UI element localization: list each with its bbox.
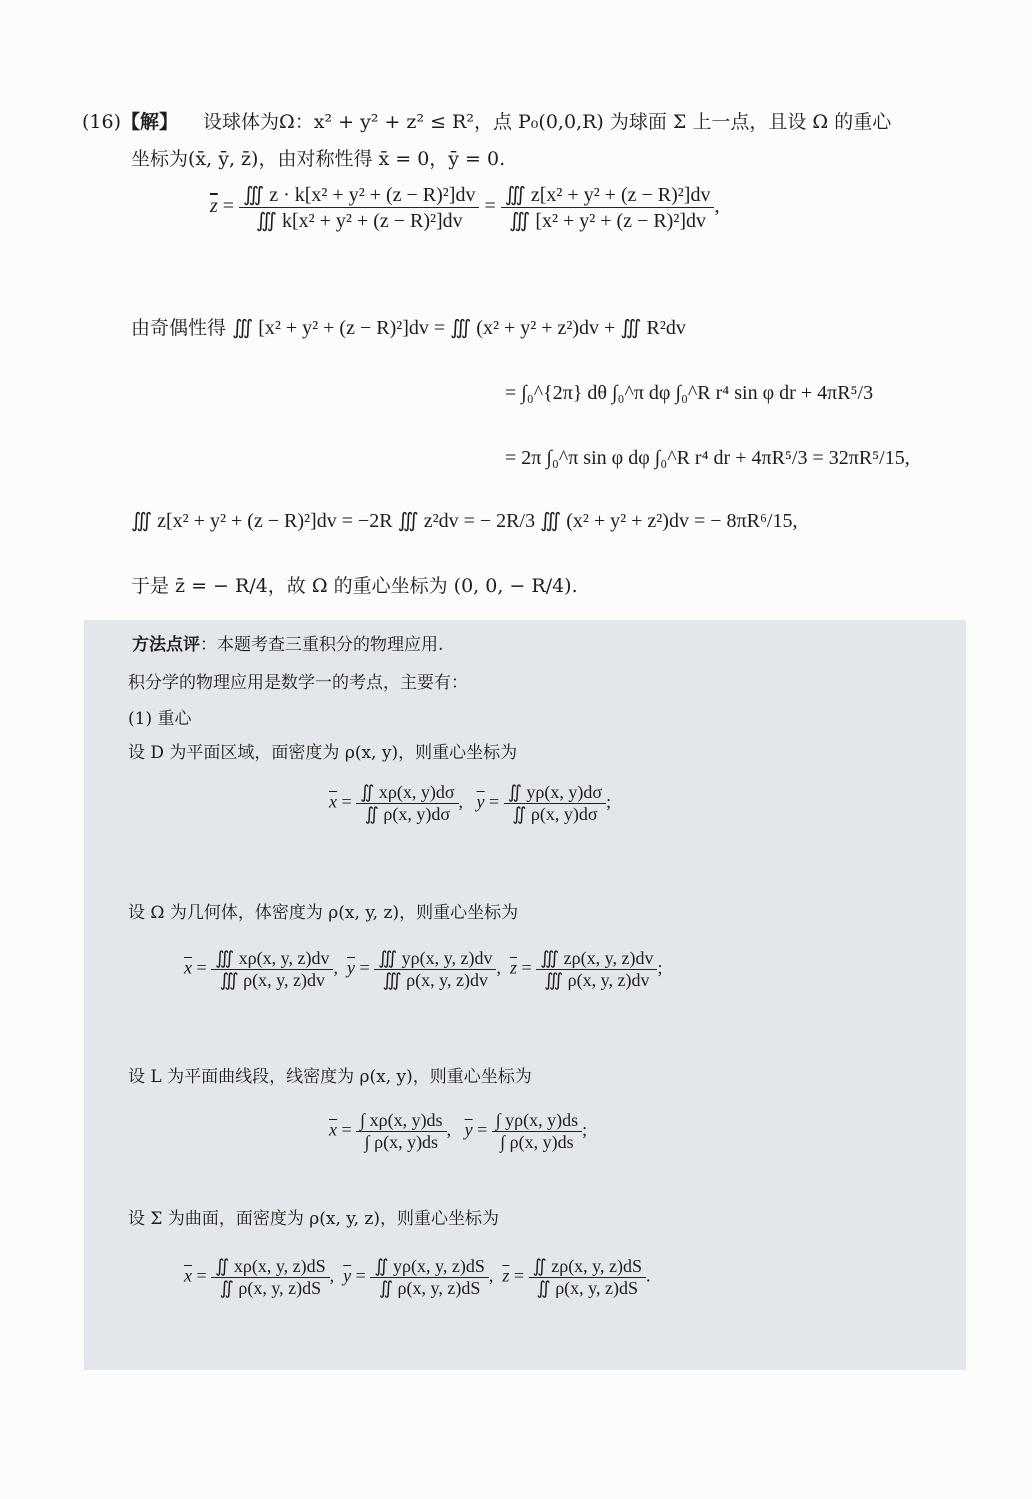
surface-y-denominator: ∬ ρ(x, y, z)dS bbox=[370, 1277, 489, 1299]
zbar-denominator-2: ∭ [x² + y² + (z − R)²]dv bbox=[501, 207, 715, 233]
review-item-1: (1) 重心 bbox=[128, 709, 192, 729]
surface-z-fraction bbox=[529, 1256, 647, 1299]
review-heading bbox=[132, 634, 443, 656]
curve-y-denominator: ∫ ρ(x, y)ds bbox=[492, 1131, 582, 1153]
numerator-equation: ∭ z[x² + y² + (z − R)²]dv = −2R ∭ z²dv = − 2R/3 ∭ (x² + y² + z²)dv = − 8πR⁶/15, bbox=[131, 510, 798, 532]
plane-region-text: 设 D 为平面区域，面密度为 ρ(x, y)，则重心坐标为 bbox=[128, 743, 518, 763]
solid-x-numerator: ∭ xρ(x, y, z)dv bbox=[215, 948, 330, 968]
surface-x-denominator: ∬ ρ(x, y, z)dS bbox=[211, 1277, 330, 1299]
surface-y-fraction bbox=[370, 1256, 489, 1299]
conclusion-line: 于是 z̄ = − R/4，故 Ω 的重心坐标为 (0, 0, − R/4). bbox=[131, 575, 578, 597]
plane-y-numerator: ∬ yρ(x, y)dσ bbox=[507, 782, 603, 802]
parity-equation-2: = ∫₀^{2π} dθ ∫₀^π dφ ∫₀^R r⁴ sin φ dr + 4πR⁵/3 bbox=[505, 382, 874, 404]
plane-y-denominator: ∬ ρ(x, y)dσ bbox=[504, 803, 606, 825]
solid-y-denominator: ∭ ρ(x, y, z)dv bbox=[374, 969, 496, 991]
equals-sign: = bbox=[484, 195, 501, 218]
curve-x-fraction bbox=[356, 1110, 446, 1153]
solid-text: 设 Ω 为几何体，体密度为 ρ(x, y, z)，则重心坐标为 bbox=[128, 903, 519, 923]
solid-z-numerator: ∭ zρ(x, y, z)dv bbox=[540, 948, 654, 968]
curve-x-numerator: ∫ xρ(x, y)ds bbox=[360, 1110, 443, 1130]
solid-x-fraction bbox=[211, 948, 333, 991]
curve-x-denominator: ∫ ρ(x, y)ds bbox=[356, 1131, 446, 1153]
zbar-fraction-1 bbox=[239, 182, 479, 233]
surface-text: 设 Σ 为曲面，面密度为 ρ(x, y, z)，则重心坐标为 bbox=[128, 1209, 499, 1229]
zbar-symbol: $\overline{z}$ = bbox=[210, 195, 240, 218]
curve-text: 设 L 为平面曲线段，线密度为 ρ(x, y)，则重心坐标为 bbox=[128, 1067, 532, 1087]
zbar-numerator-1: ∭ z · k[x² + y² + (z − R)²]dv bbox=[243, 184, 476, 206]
zbar-equation: $\overline{z}$ = $\frac{\text{∭ z · k[x² + y² + (z − R)²]dv}}{\text{∭ k[x² + y² + (z − R)²]dv}}$ = $\frac{\text{∭ z[x² + y² + (z − R)²]dv}}{\text{∭ [x² + y² + (z − R)²]dv}}$ , bbox=[210, 184, 720, 232]
zbar-denominator-1: ∭ k[x² + y² + (z − R)²]dv bbox=[239, 207, 479, 233]
parity-equation-1: ∭ [x² + y² + (z − R)²]dv = ∭ (x² + y² + z²)dv + ∭ R²dv bbox=[232, 317, 686, 339]
solution-line-1: 设球体为Ω：x² + y² + z² ≤ R²，点 P₀(0,0,R) 为球面 Σ 上一点，且设 Ω 的重心 bbox=[203, 111, 892, 133]
solid-y-numerator: ∭ yρ(x, y, z)dv bbox=[378, 948, 493, 968]
plane-x-fraction bbox=[356, 782, 458, 825]
surface-x-fraction bbox=[211, 1256, 330, 1299]
solid-z-denominator: ∭ ρ(x, y, z)dv bbox=[536, 969, 657, 991]
zbar-fraction-2 bbox=[501, 182, 715, 233]
surface-z-numerator: ∬ zρ(x, y, z)dS bbox=[532, 1256, 643, 1276]
curve-y-numerator: ∫ yρ(x, y)ds bbox=[495, 1110, 579, 1130]
zbar-numerator-2: ∭ z[x² + y² + (z − R)²]dv bbox=[504, 184, 711, 206]
review-intro: 积分学的物理应用是数学一的考点，主要有： bbox=[128, 673, 468, 693]
review-heading-text: ：本题考查三重积分的物理应用. bbox=[200, 635, 444, 655]
review-heading-label: 方法点评 bbox=[132, 635, 200, 655]
method-review-panel bbox=[84, 620, 966, 1370]
problem-number-label: (16) bbox=[82, 111, 122, 133]
surface-centroid-formula: $\overline{x}$ = $\frac{∬ x\rho(x, y, z)dS}{∬ \rho(x, y, z)dS}$ , $\overline{y}$ = $\frac{∬ y\rho(x, y, z)dS}{∬ \rho(x, y, z)dS}$ , $\overline{z}$ = $\frac{∬ z\rho(x, y, z)dS}{∬ \rho(x, y, z)dS}$ . bbox=[184, 1256, 651, 1298]
plane-centroid-formula: $\overline{x}$ = $\frac{∬ x\rho(x, y)d\sigma}{∬ \rho(x, y)d\sigma}$ , $\overline{y}$ = $\frac{∬ y\rho(x, y)d\sigma}{∬ \rho(x, y)d\sigma}$ ; bbox=[329, 782, 612, 824]
surface-y-numerator: ∬ yρ(x, y, z)dS bbox=[374, 1256, 485, 1276]
solid-z-fraction bbox=[536, 948, 657, 991]
solid-centroid-formula: $\overline{x}$ = $\frac{∭ x\rho(x, y, z)dv}{∭ \rho(x, y, z)dv}$ , $\overline{y}$ = $\frac{∭ y\rho(x, y, z)dv}{∭ \rho(x, y, z)dv}$ , $\overline{z}$ = $\frac{∭ z\rho(x, y, z)dv}{∭ \rho(x, y, z)dv}$ ; bbox=[184, 948, 663, 990]
solid-y-fraction bbox=[374, 948, 496, 991]
solid-x-denominator: ∭ ρ(x, y, z)dv bbox=[211, 969, 333, 991]
surface-z-denominator: ∬ ρ(x, y, z)dS bbox=[529, 1277, 647, 1299]
plane-x-denominator: ∬ ρ(x, y)dσ bbox=[356, 803, 458, 825]
problem-number bbox=[82, 110, 178, 134]
surface-x-numerator: ∬ xρ(x, y, z)dS bbox=[215, 1256, 326, 1276]
curve-y-fraction bbox=[492, 1110, 582, 1153]
parity-equation-3: = 2π ∫₀^π sin φ dφ ∫₀^R r⁴ dr + 4πR⁵/3 = 32πR⁵/15, bbox=[505, 447, 910, 469]
parity-prefix: 由奇偶性得 bbox=[131, 317, 227, 339]
solution-tag: 【解】 bbox=[121, 111, 179, 133]
curve-centroid-formula: $\overline{x}$ = $\frac{\int x\rho(x, y)ds}{\int \rho(x, y)ds}$ , $\overline{y}$ = $\frac{\int y\rho(x, y)ds}{\int \rho(x, y)ds}$ ; bbox=[329, 1110, 588, 1152]
plane-x-numerator: ∬ xρ(x, y)dσ bbox=[360, 782, 455, 802]
solution-line-2: 坐标为(x̄, ȳ, z̄)，由对称性得 x̄ = 0，ȳ = 0. bbox=[131, 148, 506, 170]
plane-y-fraction bbox=[504, 782, 606, 825]
parity-line-1 bbox=[131, 316, 686, 340]
